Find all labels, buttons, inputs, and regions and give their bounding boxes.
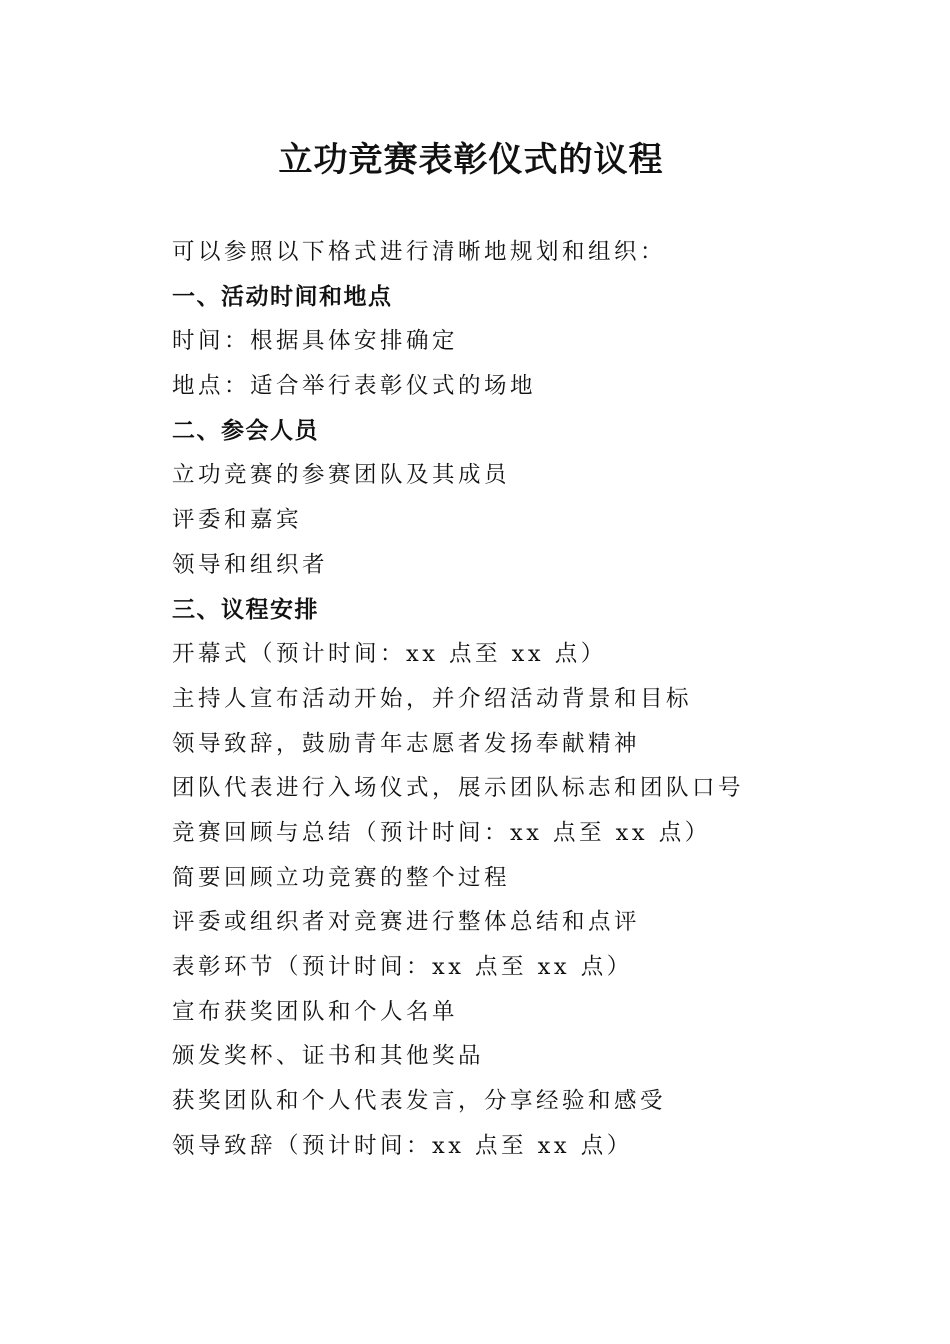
agenda-line: 颁发奖杯、证书和其他奖品 bbox=[172, 1043, 485, 1070]
time-line: 时间：根据具体安排确定 bbox=[172, 328, 459, 355]
agenda-line: 团队代表进行入场仪式，展示团队标志和团队口号 bbox=[172, 775, 745, 802]
attendee-line: 领导和组织者 bbox=[172, 551, 329, 578]
attendee-line: 立功竞赛的参赛团队及其成员 bbox=[172, 462, 511, 489]
intro-line: 可以参照以下格式进行清晰地规划和组织： bbox=[172, 239, 667, 265]
section-heading-agenda: 三、议程安排 bbox=[172, 596, 319, 623]
section-heading-time-place: 一、活动时间和地点 bbox=[172, 283, 393, 310]
agenda-line: 领导致辞，鼓励青年志愿者发扬奉献精神 bbox=[172, 730, 641, 757]
place-line: 地点：适合举行表彰仪式的场地 bbox=[172, 373, 537, 400]
document-body bbox=[172, 230, 872, 1168]
document-title: 立功竞赛表彰仪式的议程 bbox=[278, 140, 664, 180]
agenda-line: 评委或组织者对竞赛进行整体总结和点评 bbox=[172, 909, 641, 936]
agenda-line: 竞赛回顾与总结（预计时间：xx 点至 xx 点） bbox=[172, 819, 711, 846]
agenda-line: 领导致辞（预计时间：xx 点至 xx 点） bbox=[172, 1132, 633, 1159]
agenda-line: 开幕式（预计时间：xx 点至 xx 点） bbox=[172, 641, 607, 668]
agenda-line: 获奖团队和个人代表发言，分享经验和感受 bbox=[172, 1088, 667, 1115]
agenda-line: 主持人宣布活动开始，并介绍活动背景和目标 bbox=[172, 685, 693, 712]
agenda-line: 表彰环节（预计时间：xx 点至 xx 点） bbox=[172, 954, 633, 980]
agenda-line: 宣布获奖团队和个人名单 bbox=[172, 998, 459, 1025]
section-heading-attendees: 二、参会人员 bbox=[172, 417, 319, 444]
attendee-line: 评委和嘉宾 bbox=[172, 507, 303, 534]
agenda-line: 简要回顾立功竞赛的整个过程 bbox=[172, 864, 511, 891]
